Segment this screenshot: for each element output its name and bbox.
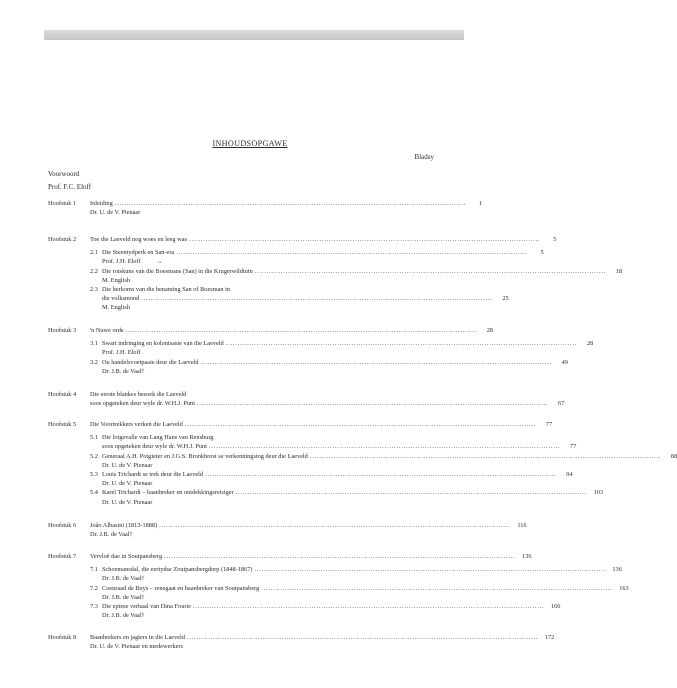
section-number: 2.1 [90, 249, 98, 257]
chapter-title: 'n Nuwe orde [90, 327, 124, 334]
section-title-continued: soos opgeteken deur wyle dr. W.H.J. Punt [102, 443, 207, 451]
page-column-header: Bladsy [414, 153, 434, 161]
chapter-page: 1 [478, 200, 483, 207]
section-number: 5.3 [90, 470, 98, 478]
section-number: 7.1 [90, 566, 98, 574]
foreword-label: Voorwoord [48, 170, 80, 178]
section-page: 28 [586, 340, 594, 348]
chapter-1: Hoofstuk 1 Inleiding .................................................................................................................................................... 1 Dr. U. de V. Pienaar [48, 200, 483, 217]
chapter-label: Hoofstuk 3 [48, 327, 77, 334]
foreword-author: Prof. F.C. Eloff [48, 183, 92, 191]
chapter-7: Hoofstuk 7 Vervloë dae in Soutpansberg .................................................................................................................................................... 136 7.1 Schoemansdal, die eertydse Zoutpansbergdorp (1848-1867) .................................................................................................................................................... 136 Dr. J.B. de Vaal† 7.2 Coenraad de Buys – renegaat en baanbreker van Soutpansberg .................................................................................................................................................... 163 Dr. J.B. de Vaal† 7.3 Die epiese verhaal van Dina Fourie .................................................................................................................................................... 166 Dr. J.B. de Vaal† [48, 553, 629, 620]
chapter-title: Die Voortrekkers verken die Laeveld [90, 421, 183, 428]
section-number: 5.1 [90, 434, 98, 442]
chapter-title: Toe die Laeveld nog woes en leeg was [90, 236, 187, 243]
chapter-label: Hoofstuk 1 [48, 200, 77, 207]
chapter-title: Baanbrekers en jagters in die Laeveld [90, 634, 185, 641]
section-number: 5.4 [90, 489, 98, 497]
section-title: Louis Trichardt se trek deur die Laeveld [102, 470, 204, 478]
top-gray-bar [44, 30, 464, 40]
section-title: Swart indringing en kolonisasie van die Laeveld [102, 340, 224, 348]
section-author: Dr. J.B. de Vaal† [102, 593, 145, 601]
section-title: Die lotgevalle van Lang Hans van Rensburg [102, 434, 214, 442]
section-page: 25 [502, 295, 509, 303]
section-page: 49 [561, 358, 568, 366]
page-title: INHOUDSOPGAWE [212, 139, 288, 148]
chapter-label: Hoofstuk 7 [48, 553, 77, 560]
chapter-title: Die eerste blankes besoek die Laeveld [90, 391, 187, 398]
chapter-2: Hoofstuk 2 Toe die Laeveld nog woes en leeg was .................................................................................................................................................... 5 2.1 Die Steentydperk en San-era .................................................................................................................................................... 5 Prof. J.H. Eloff 2.2 Die rotskuns van die Boesmans (San) in die Krugerwildtuin .................................................................................................................................................... 18 M. English 2.3 Die herkoms van die benaming San of Boesman in die volksmond .................................................................................................................................................... 25 M. English [48, 236, 623, 312]
section-page: 166 [550, 602, 561, 610]
section-title: Generaal A.H. Potgieter en J.G.S. Bronkhorst se verkenningstog deur die Laeveld [102, 452, 308, 460]
stray-marks: •• [158, 261, 162, 266]
chapter-author: Dr. J.B. de Vaal† [90, 531, 133, 539]
section-author: Dr. U. de V. Pienaar [102, 498, 153, 506]
chapter-label: Hoofstuk 4 [48, 391, 77, 398]
section-author: M. English [102, 276, 130, 284]
chapter-page: 172 [544, 634, 555, 641]
section-title: Die herkoms van die benaming San of Boesman in [102, 285, 231, 293]
section-author: Dr. U. de V. Pienaar [102, 461, 153, 469]
chapter-page: 77 [545, 421, 553, 428]
section-page: 94 [566, 470, 573, 478]
chapter-8: Hoofstuk 8 Baanbrekers en jagters in die Laeveld .................................................................................................................................................... 172 Dr. U. de V. Pienaar en medewerkers [48, 634, 555, 651]
section-page: 88 [670, 452, 677, 460]
chapter-label: Hoofstuk 2 [48, 236, 77, 243]
section-number: 5.2 [90, 452, 98, 460]
section-author: Dr. J.B. de Vaal† [102, 575, 145, 583]
chapter-page: 67 [558, 400, 565, 408]
chapter-label: Hoofstuk 5 [48, 421, 77, 428]
section-author: Prof. J.H. Eloff [102, 258, 141, 266]
section-author: Dr. J.B. de Vaal† [102, 367, 145, 375]
chapter-author: Dr. U. de V. Pienaar en medewerkers [90, 643, 183, 651]
foreword [48, 168, 91, 194]
section-title: Coenraad de Buys – renegaat en baanbreker van Soutpansberg [102, 584, 260, 592]
section-number: 3.1 [90, 340, 98, 348]
section-page: 163 [619, 584, 629, 592]
section-number: 2.2 [90, 267, 98, 275]
section-title: Die epiese verhaal van Dina Fourie [102, 602, 191, 610]
section-title-continued: die volksmond [102, 295, 140, 303]
section-number: 7.2 [90, 584, 98, 592]
section-title: Ou handelsvoetpaaie deur die Laeveld [102, 358, 199, 366]
chapter-page: 136 [522, 553, 532, 560]
section-number: 7.3 [90, 602, 98, 610]
section-author: Prof. J.H. Eloff [102, 349, 141, 357]
chapter-6: Hoofstuk 6 João Albasini (1813-1888) .................................................................................................................................................... 116 Dr. J.B. de Vaal† [48, 522, 527, 539]
chapter-label: Hoofstuk 8 [48, 634, 77, 641]
chapter-title: Vervloë dae in Soutpansberg [90, 553, 163, 560]
chapter-page: 28 [486, 327, 494, 334]
section-number: 2.3 [90, 285, 98, 293]
chapter-title: João Albasini (1813-1888) [90, 522, 158, 529]
chapter-title: Inleiding [90, 200, 113, 207]
section-author: Dr. J.B. de Vaal† [102, 612, 145, 620]
chapter-page: 116 [517, 522, 527, 529]
chapter-label: Hoofstuk 6 [48, 522, 77, 529]
chapter-page: 5 [553, 236, 557, 243]
chapter-title-continued: soos opgeteken deur wyle dr. W.H.J. Punt [90, 400, 195, 408]
section-author: M. English [102, 304, 130, 312]
chapter-3: Hoofstuk 3 'n Nuwe orde .................................................................................................................................................... 28 3.1 Swart indringing en kolonisasie van die Laeveld .................................................................................................................................................... 28 Prof. J.H. Eloff 3.2 Ou handelsvoetpaaie deur die Laeveld .................................................................................................................................................... 49 Dr. J.B. de Vaal† [48, 327, 594, 375]
section-number: 3.2 [90, 358, 98, 366]
section-title: Die Steentydperk en San-era [102, 249, 175, 257]
section-page: 5 [540, 249, 544, 257]
section-title: Schoemansdal, die eertydse Zoutpansbergdorp (1848-1867) [102, 566, 253, 574]
chapter-5: Hoofstuk 5 Die Voortrekkers verken die Laeveld .................................................................................................................................................... 77 5.1 Die lotgevalle van Lang Hans van Rensburg soos opgeteken deur wyle dr. W.H.J. Punt .................................................................................................................................................... 77 5.2 Generaal A.H. Potgieter en J.G.S. Bronkhorst se verkenningstog deur die Laeveld .................................................................................................................................................... 88 Dr. U. de V. Pienaar 5.3 Louis Trichardt se trek deur die Laeveld .................................................................................................................................................... 94 Dr. U. de V. Pienaar 5.4 Karel Trichardt – baanbreker en ontdekkingsreisiger .................................................................................................................................................... 103 Dr. U. de V. Pienaar [48, 421, 677, 506]
chapter-author: Dr. U. de V. Pienaar [90, 209, 141, 217]
section-page: 18 [615, 267, 623, 275]
chapter-4: Hoofstuk 4 Die eerste blankes besoek die Laeveld soos opgeteken deur wyle dr. W.H.J. Punt .................................................................................................................................................... 67 [48, 391, 565, 408]
section-title: Die rotskuns van die Boesmans (San) in die Krugerwildtuin [102, 267, 253, 275]
section-page: 136 [612, 566, 622, 574]
section-title: Karel Trichardt – baanbreker en ontdekkingsreisiger [102, 489, 234, 497]
section-page: 103 [593, 489, 604, 497]
section-page: 77 [570, 443, 577, 451]
section-author: Dr. U. de V. Pienaar [102, 480, 153, 488]
